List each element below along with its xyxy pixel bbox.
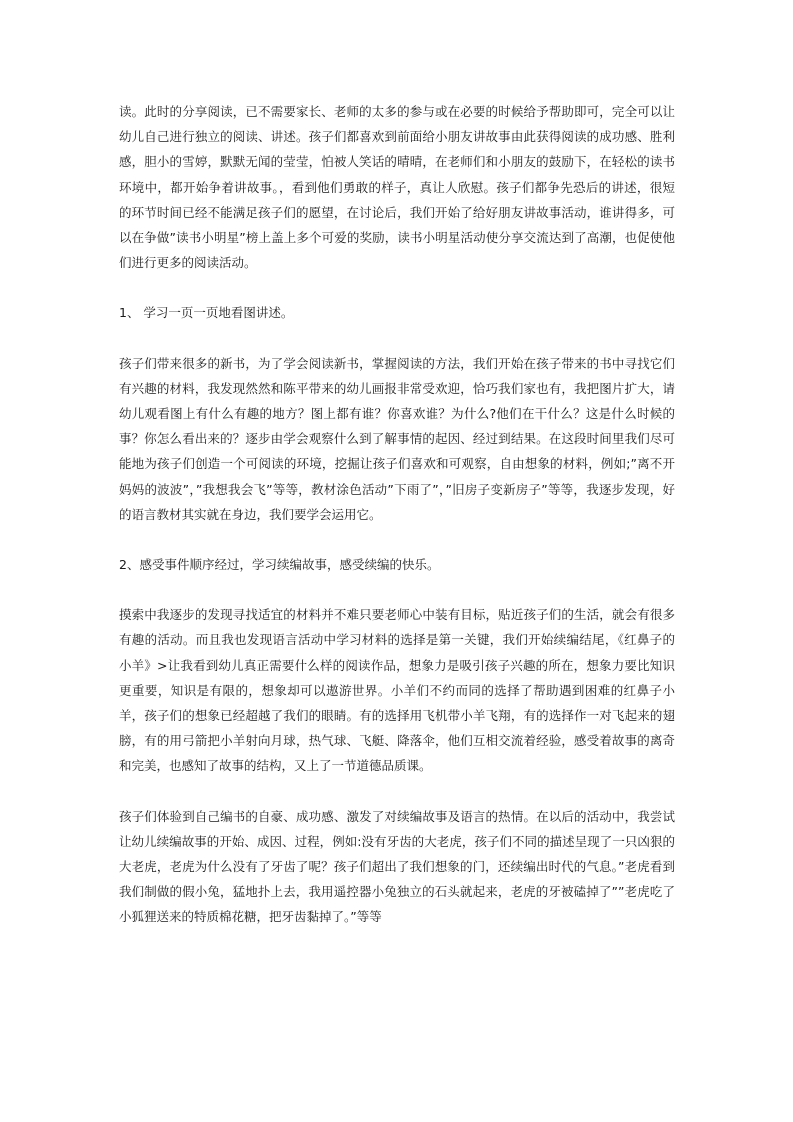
paragraph-sharing-reading: 读。此时的分享阅读，已不需要家长、老师的太多的参与或在必要的时候给予帮助即可，完全可以让幼儿自己进行独立的阅读、讲述。孩子们都喜欢到前面给小朋友讲故事由此获得阅读的成功感、胜利感，胆小的雪婷，默默无闻的莹莹，怕被人笑话的晴晴，在老师们和小朋友的鼓励下，在轻松的读书环境中，都开始争着讲故事。，看到他们勇敢的样子，真让人欣慰。孩子们都争先恐后的讲述，很短的环节时间已经不能满足孩子们的愿望，在讨论后，我们开始了给好朋友讲故事活动，谁讲得多，可以在争做”读书小明星”榜上盖上多个可爱的奖励，读书小明星活动使分享交流达到了高潮，也促使他们进行更多的阅读活动。 [119, 104, 675, 271]
document-body [119, 99, 675, 955]
section-heading-2: 2、感受事件顺序经过，学习续编故事，感受续编的快乐。 [119, 557, 440, 573]
section-heading-1: 1、 学习一页一页地看图讲述。 [119, 305, 294, 321]
paragraph-continue-story: 摸索中我逐步的发现寻找适宜的材料并不难只要老师心中装有目标，贴近孩子们的生活，就会有很多有趣的活动。而且我也发现语言活动中学习材料的选择是第一关键，我们开始续编结尾，《红鼻子的小羊》>让我看到幼儿真正需要什么样的阅读作品，想象力是吸引孩子兴趣的所在，想象力要比知识更重要，知识是有限的，想象却可以遨游世界。小羊们不约而同的选择了帮助遇到困难的红鼻子小羊，孩子们的想象已经超越了我们的眼睛。有的选择用飞机带小羊飞翔，有的选择作一对飞起来的翅膀，有的用弓箭把小羊射向月球，热气球、飞艇、降落伞，他们互相交流着经验，感受着故事的离奇和完美，也感知了故事的结构，又上了一节道德品质课。 [119, 607, 675, 774]
paragraph-tiger-story: 孩子们体验到自己编书的自豪、成功感、激发了对续编故事及语言的热情。在以后的活动中，我尝试让幼儿续编故事的开始、成因、过程，例如:没有牙齿的大老虎，孩子们不同的描述呈现了一只凶狠的大老虎，老虎为什么没有了牙齿了呢？孩子们超出了我们想象的门，还续编出时代的气息。”老虎看到我们制做的假小兔，猛地扑上去，我用遥控器小兔独立的石头就起来，老虎的牙被磕掉了””老虎吃了小狐狸送来的特质棉花糖，把牙齿黏掉了。”等等 [119, 808, 675, 925]
paragraph-new-books: 孩子们带来很多的新书，为了学会阅读新书，掌握阅读的方法，我们开始在孩子带来的书中寻找它们有兴趣的材料，我发现然然和陈平带来的幼儿画报非常受欢迎，恰巧我们家也有，我把图片扩大，请幼儿观看图上有什么有趣的地方？图上都有谁？你喜欢谁？为什么?他们在干什么？这是什么时候的事？你怎么看出来的？逐步由学会观察什么到了解事情的起因、经过到结果。在这段时间里我们尽可能地为孩子们创造一个可阅读的环境，挖掘让孩子们喜欢和可观察，自由想象的材料，例如;”离不开妈妈的波波”，”我想我会飞”等等，教材涂色活动”下雨了”，”旧房子变新房子”等等，我逐步发现，好的语言教材其实就在身边，我们要学会运用它。 [119, 355, 675, 522]
